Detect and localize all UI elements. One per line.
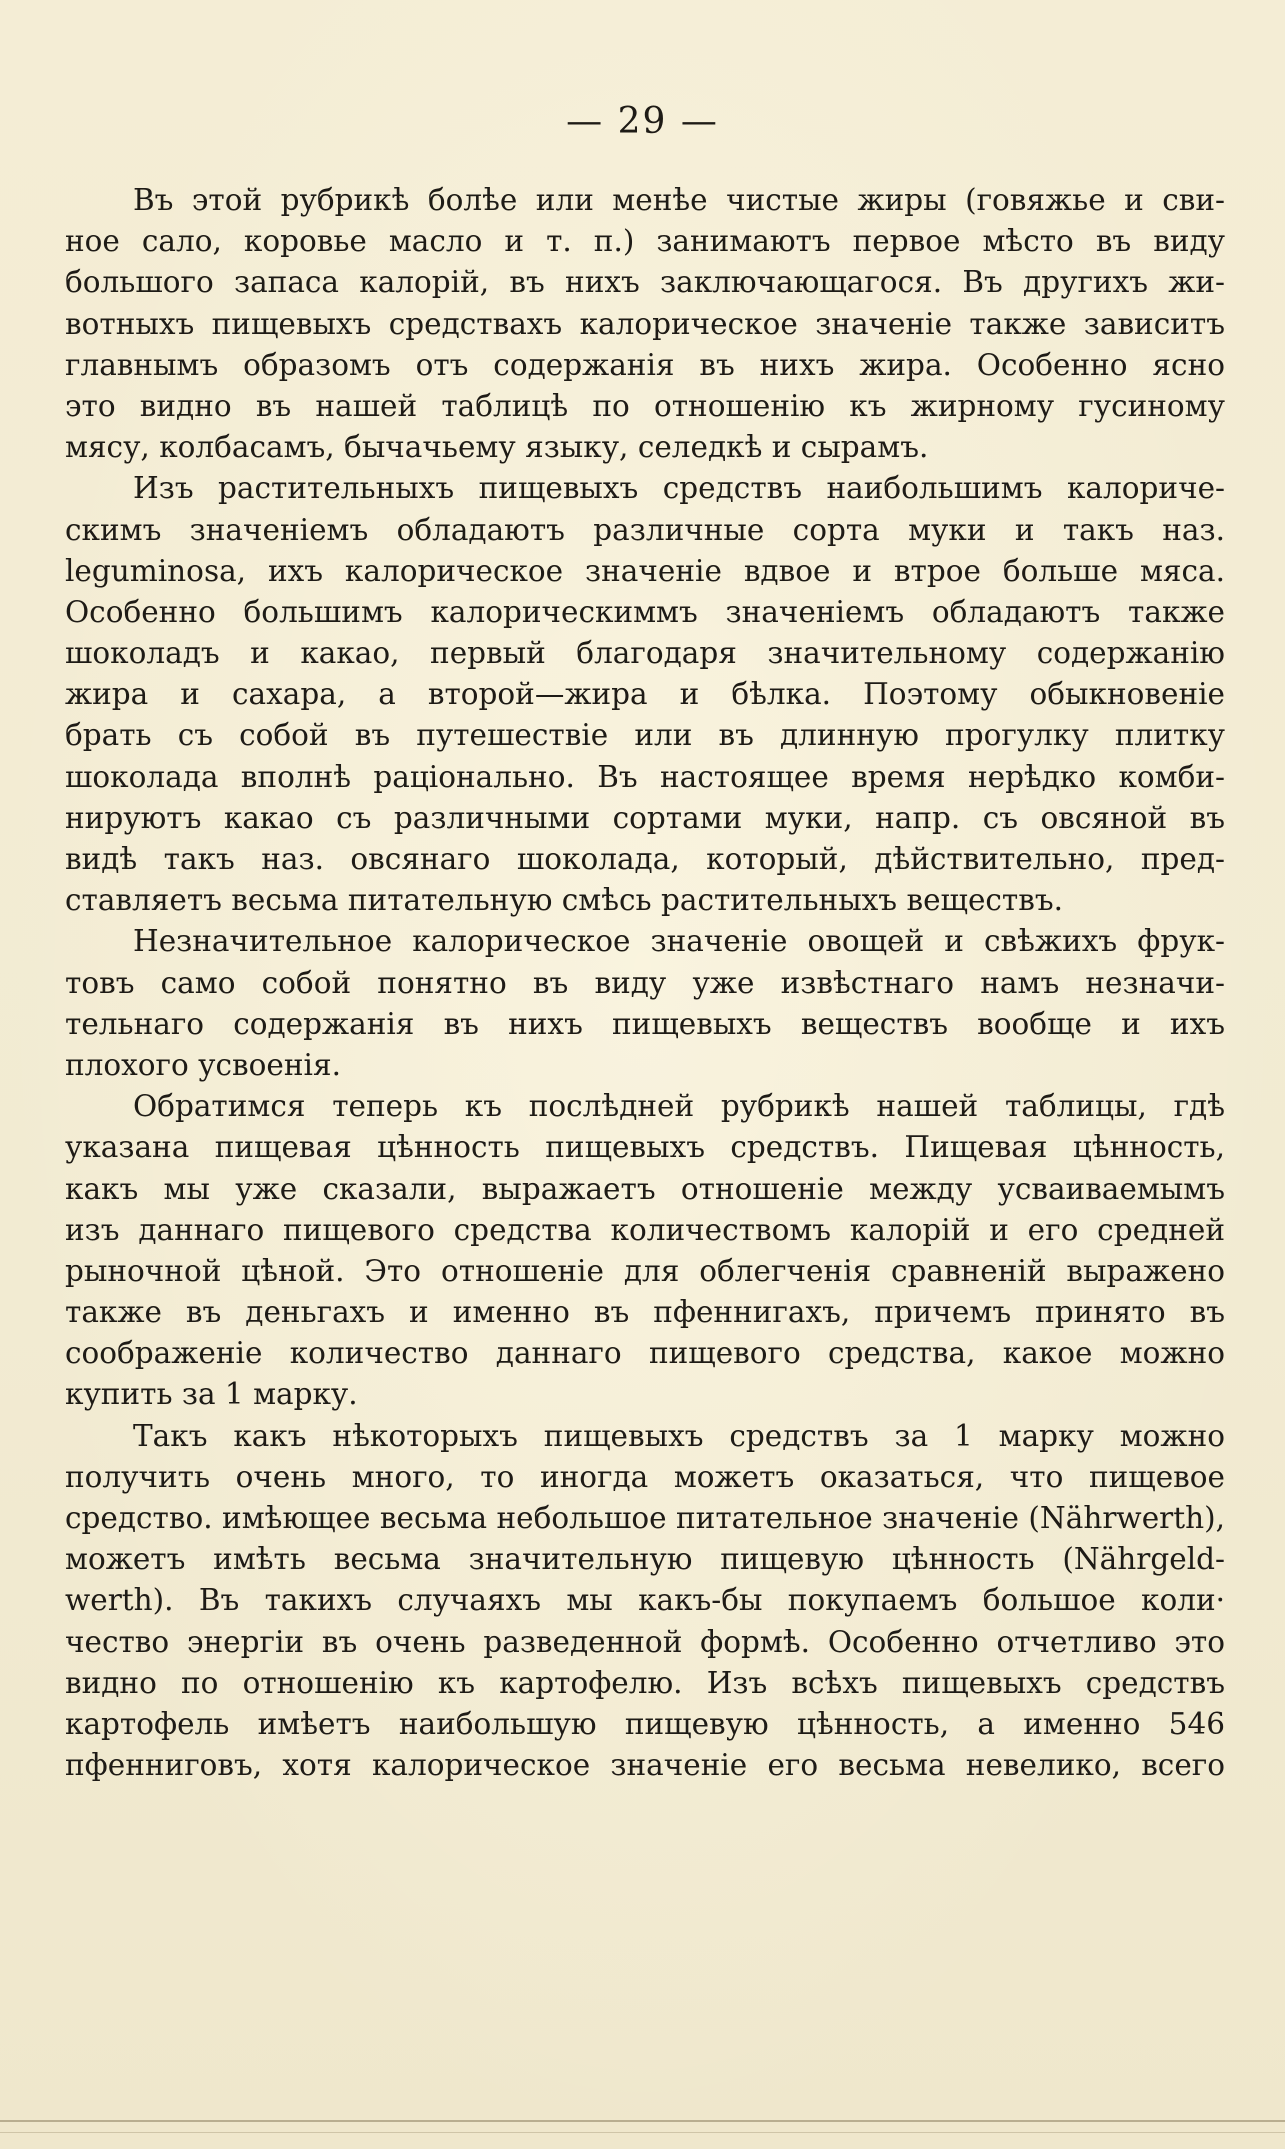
text-line: также въ деньгахъ и именно въ пфеннигахъ, причемъ принято въ [65, 1295, 1225, 1330]
text-line: Незначительное калорическое значеніе овощей и свѣжихъ фрук- [133, 924, 1225, 959]
text-line: видно по отношенію къ картофелю. Изъ всѣхъ пищевыхъ средствъ [65, 1665, 1225, 1700]
body-text [65, 180, 1225, 1786]
text-line: пфенниговъ, хотя калорическое значеніе его весьма невелико, всего [65, 1748, 1225, 1783]
text-line: купить за 1 марку. [65, 1377, 358, 1412]
text-line: тельнаго содержанія въ нихъ пищевыхъ веществъ вообще и ихъ [65, 1006, 1225, 1041]
text-line: картофель имѣетъ наибольшую пищевую цѣнность, а именно 546 [65, 1706, 1225, 1741]
page-number: — 29 — [566, 101, 719, 142]
text-line: главнымъ образомъ отъ содержанія въ нихъ жира. Особенно ясно [65, 347, 1225, 382]
text-line: leguminosa, ихъ калорическое значеніе вдвое и втрое больше мяса. [65, 553, 1225, 588]
text-line: Такъ какъ нѣкоторыхъ пищевыхъ средствъ за 1 марку можно [133, 1418, 1225, 1453]
text-line: можетъ имѣть весьма значительную пищевую цѣнность (Nährgeld- [65, 1542, 1225, 1577]
text-line: товъ само собой понятно въ виду уже извѣстнаго намъ незначи- [65, 965, 1225, 1000]
text-line: видѣ такъ наз. овсянаго шоколада, который, дѣйствительно, пред- [65, 842, 1225, 876]
text-line: чество энергіи въ очень разведенной формѣ. Особенно отчетливо это [65, 1624, 1225, 1659]
text-line: мясу, колбасамъ, бычачьему языку, селедкѣ и сырамъ. [65, 430, 929, 465]
text-line: большого запаса калорій, въ нихъ заключающагося. Въ другихъ жи- [65, 265, 1225, 300]
text-line: получить очень много, то иногда можетъ оказаться, что пищевое [65, 1459, 1225, 1494]
text-line: Въ этой рубрикѣ болѣе или менѣе чистые жиры (говяжье и сви- [133, 183, 1225, 217]
text-line: шоколадъ и какао, первый благодаря значительному содержанію [65, 636, 1225, 671]
text-line: брать съ собой въ путешествіе или въ длинную прогулку плитку [65, 718, 1225, 753]
text-line: рыночной цѣной. Это отношеніе для облегченія сравненій выражено [65, 1253, 1225, 1288]
text-line: скимъ значеніемъ обладаютъ различные сорта муки и такъ наз. [65, 512, 1225, 547]
text-line: соображеніе количество даннаго пищевого средства, какое можно [65, 1336, 1225, 1371]
text-line: указана пищевая цѣнность пищевыхъ средствъ. Пищевая цѣнность, [65, 1130, 1225, 1165]
text-line: это видно въ нашей таблицѣ по отношенію къ жирному гусиному [65, 388, 1225, 423]
text-line: вотныхъ пищевыхъ средствахъ калорическое значеніе также зависитъ [65, 306, 1225, 341]
text-line: какъ мы уже сказали, выражаетъ отношеніе между усваиваемымъ [65, 1171, 1225, 1206]
text-line: плохого усвоенія. [65, 1047, 341, 1082]
bottom-rule-secondary [0, 2132, 1285, 2133]
text-line: шоколада вполнѣ раціонально. Въ настоящее время нерѣдко комби- [65, 759, 1225, 794]
text-line: Особенно большимъ калорическиммъ значеніемъ обладаютъ также [65, 594, 1225, 629]
text-line: средство. имѣющее весьма небольшое питательное значеніе (Nährwerth), [65, 1501, 1225, 1535]
text-line: werth). Въ такихъ случаяхъ мы какъ-бы покупаемъ большое коли· [65, 1583, 1225, 1618]
text-line: Обратимся теперь къ послѣдней рубрикѣ нашей таблицы, гдѣ [133, 1089, 1225, 1124]
text-line: ное сало, коровье масло и т. п.) занимаютъ первое мѣсто въ виду [65, 224, 1225, 259]
text-line: ставляетъ весьма питательную смѣсь растительныхъ веществъ. [65, 883, 1064, 918]
text-line: изъ даннаго пищевого средства количествомъ калорій и его средней [65, 1212, 1225, 1247]
text-line: Изъ растительныхъ пищевыхъ средствъ наибольшимъ калориче- [133, 471, 1225, 506]
text-line: нируютъ какао съ различными сортами муки, напр. съ овсяной въ [65, 800, 1225, 835]
bottom-rule [0, 2120, 1285, 2122]
text-line: жира и сахара, а второй—жира и бѣлка. Поэтому обыкновеніе [65, 677, 1225, 712]
